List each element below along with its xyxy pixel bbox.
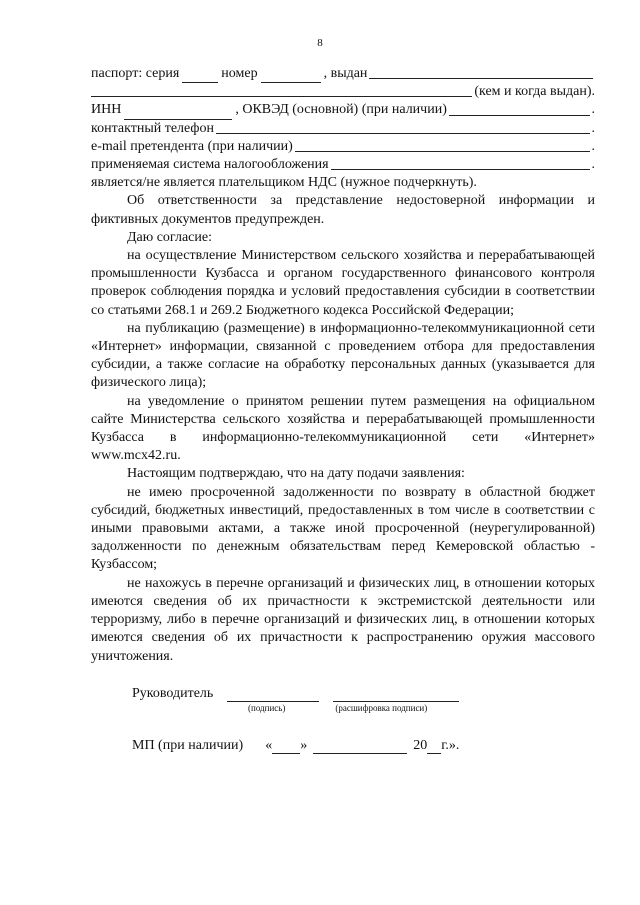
month-field[interactable] [313, 739, 407, 754]
inn-field[interactable] [124, 107, 232, 120]
inn-label: ИНН [91, 102, 122, 118]
confirm-title: Настоящим подтверждаю, что на дату подачи заявления: [127, 466, 465, 482]
issued-by-line [91, 83, 595, 101]
email-field[interactable] [295, 150, 590, 152]
consent-title: Даю согласие: [127, 229, 212, 245]
tax-system-field[interactable] [331, 168, 590, 170]
signature-field[interactable] [227, 687, 319, 702]
signature-decode-field[interactable] [333, 687, 459, 702]
phone-field[interactable] [216, 132, 590, 134]
confirm-item-2: не нахожусь в перечне организаций и физических лиц, в отношении которых имеются сведения об их причастности к экстремистской деятельности или терроризму, либо в перечне организаций и физических лиц, в отношении которых имеются сведения об их причастности к распространению оружия массового уничтожения. [91, 575, 595, 664]
tax-system-label: применяемая система налогообложения [91, 157, 329, 173]
inn-line: ИНН , ОКВЭД (основной) (при наличии) . [91, 101, 595, 119]
consent-item-2: на публикацию (размещение) в информационно-телекоммуникационной сети «Интернет» информации, связанной с проведением отбора для предоставления субсидии, а также согласие на обработку персональных данных (указывается для физического лица); [91, 320, 595, 391]
responsibility-paragraph: Об ответственности за представление недостоверной информации и фиктивных документов предупрежден. [91, 193, 595, 227]
email-label: e-mail претендента (при наличии) [91, 138, 293, 154]
passport-series-field[interactable] [182, 70, 218, 83]
passport-issued-field[interactable] [369, 77, 593, 79]
quote-close: » [300, 738, 308, 753]
passport-number-label: номер [221, 66, 258, 81]
year-prefix: 20 [413, 738, 428, 753]
phone-line: контактный телефон . [91, 120, 595, 138]
vat-line: является/не является плательщиком НДС (нужное подчеркнуть). [91, 175, 477, 191]
decode-caption: (расшифровка подписи) [335, 703, 428, 713]
page-number: 8 [317, 37, 323, 49]
tax-system-line: применяемая система налогообложения . [91, 156, 595, 174]
confirm-item-1: не имею просроченной задолженности по возврату в областной бюджет субсидий, бюджетных инвестиций, предоставленных в том числе в соответствии с иными правовыми актами, а также иной просроченной (неурегулированной) задолженности по денежным обязательствам перед Кемеровской областью - Кузбассом; [91, 484, 595, 573]
mp-label: МП (при наличии) [132, 738, 244, 753]
email-line: e-mail претендента (при наличии) . [91, 138, 595, 156]
phone-label: контактный телефон [91, 120, 214, 136]
year-field[interactable] [427, 739, 441, 754]
head-label: Руководитель [132, 686, 214, 701]
year-suffix: г.». [441, 738, 460, 753]
quote-open: « [265, 738, 273, 753]
consent-item-3: на уведомление о принятом решении путем размещения на официальном сайте Министерства сельского хозяйства и перерабатывающей промышленности Кузбасса в информационно-телекоммуникационной сети «Интернет» www.mcx42.ru. [91, 393, 595, 464]
passport-series-label: паспорт: серия [91, 66, 180, 81]
passport-number-field[interactable] [261, 70, 321, 83]
issued-by-field[interactable] [91, 95, 472, 97]
issued-by-hint: (кем и когда выдан). [474, 84, 595, 100]
passport-issued-label: выдан [330, 66, 368, 81]
day-field[interactable] [272, 739, 300, 754]
signature-caption: (подпись) [248, 703, 286, 713]
application-form-body [91, 65, 595, 666]
passport-line: паспорт: серия номер , выдан [91, 65, 595, 83]
signature-block [132, 686, 602, 713]
okved-field[interactable] [449, 114, 590, 116]
stamp-date-row [132, 738, 459, 754]
okved-label: , ОКВЭД (основной) (при наличии) [235, 102, 447, 118]
consent-item-1: на осуществление Министерством сельского хозяйства и перерабатывающей промышленности Кузбасса и органом государственного финансового контроля проверок соблюдения порядка и условий предоставления субсидии в соответствии со статьями 268.1 и 269.2 Бюджетного кодекса Российской Федерации; [91, 248, 595, 318]
